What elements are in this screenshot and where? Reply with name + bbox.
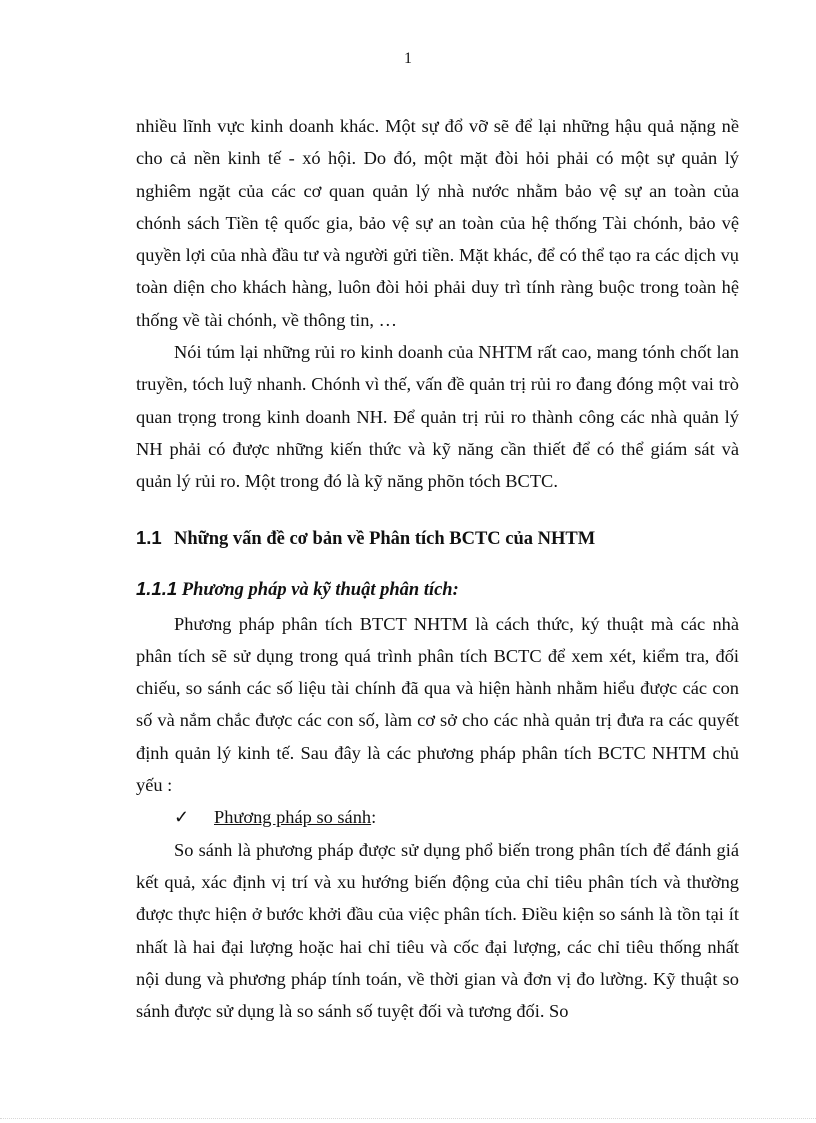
paragraph-1: nhiều lĩnh vực kinh doanh khác. Một sự đổ vỡ sẽ để lại những hậu quả nặng nề cho cả nền kinh tế - xó hội. Do đó, một mặt đòi hỏi phải có một sự quản lý nghiêm ngặt của các cơ quan quản lý nhà nước nhằm bảo vệ sự an toàn của chónh sách Tiền tệ quốc gia, bảo vệ sự an toàn của hệ thống Tài chónh, bảo vệ quyền lợi của nhà đầu tư và người gửi tiền. Mặt khác, để có thể tạo ra các dịch vụ toàn diện cho khách hàng, luôn đòi hỏi phải duy trì tính ràng buộc trong toàn hệ thống về tài chónh, về thông tin, … <box>136 116 739 330</box>
section-number: 1.1 <box>136 526 162 548</box>
subsection-heading <box>136 575 739 604</box>
bullet-suffix: : <box>371 807 377 828</box>
page-bottom-rule <box>0 1118 816 1119</box>
bullet-label: Phương pháp so sánh <box>214 807 372 828</box>
subsection-title: Phương pháp và kỹ thuật phân tích: <box>181 579 459 600</box>
bullet-item <box>136 801 739 833</box>
page-number: 1 <box>404 50 412 67</box>
paragraph-3: Phương pháp phân tích BTCT NHTM là cách thức, ký thuật mà các nhà phân tích sẽ sử dụng trong quá trình phân tích BCTC để xem xét, kiểm tra, đối chiếu, so sánh các số liệu tài chính đã qua và hiện hành nhằm hiểu được các con số và nắm chắc được các con số, làm cơ sở cho các nhà quản trị đưa ra các quyết định quản lý kinh tế. Sau đây là các phương pháp phân tích BCTC NHTM chủ yếu : <box>136 613 739 796</box>
subsection-number: 1.1.1 <box>136 577 178 599</box>
document-body <box>136 110 739 1027</box>
section-heading <box>136 524 739 553</box>
paragraph-4: So sánh là phương pháp được sử dụng phổ biến trong phân tích để đánh giá kết quả, xác định vị trí và xu hướng biến động của chỉ tiêu phân tích và thường được thực hiện ở bước khởi đầu của việc phân tích. Điều kiện so sánh là tồn tại ít nhất là hai đại lượng hoặc hai chỉ tiêu và cốc đại lượng, các chỉ tiêu thống nhất nội dung và phương pháp tính toán, về thời gian và đơn vị đo lường. Kỹ thuật so sánh được sử dụng là so sánh số tuyệt đối và tương đối. So <box>136 839 739 1022</box>
section-title: Những vấn đề cơ bản về Phân tích BCTC của NHTM <box>174 528 596 549</box>
paragraph-2: Nói túm lại những rủi ro kinh doanh của NHTM rất cao, mang tónh chốt lan truyền, tóch luỹ nhanh. Chónh vì thế, vấn đề quản trị rủi ro đang đóng một vai trò quan trọng trong kinh doanh NH. Để quản trị rủi ro thành công các nhà quản lý NH phải có được những kiến thức và kỹ năng cần thiết để có thể giám sát và quản lý rủi ro. Một trong đó là kỹ năng phõn tóch BCTC. <box>136 342 739 492</box>
checkmark-icon: ✓ <box>174 807 190 828</box>
